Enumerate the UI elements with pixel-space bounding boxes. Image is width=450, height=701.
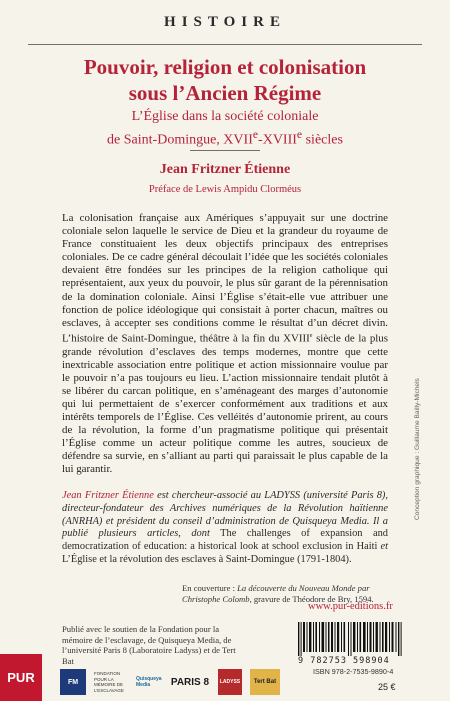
fondation-memoire-logo: FM	[60, 669, 86, 695]
bio-text-1: est chercheur-associé au LADYSS (université Paris 8), directeur-fondateur des Archives numériques de la Révolution haïtienne (ANRHA) et président du conseil d’administration de Quisqueya Media. Il a publié plusieurs articles, dont	[62, 490, 388, 540]
barcode	[298, 622, 402, 656]
quisqueya-media-logo: Quisqueya Media	[136, 676, 162, 688]
bio-author-name: Jean Fritzner Étienne	[62, 490, 154, 501]
support-note: Publié avec le soutien de la Fondation pour la mémoire de l’esclavage, de Quisqueya Media, de l’université Paris 8 (Laboratoire Ladyss) et de Tert Bat	[62, 624, 236, 666]
subtitle-line-2	[0, 126, 450, 150]
series-label: HISTOIRE	[164, 14, 286, 30]
bio-text-3: L’Église et la révolution des esclaves à Saint-Domingue (1791-1804).	[62, 553, 352, 565]
fondation-memoire-text: FONDATION POUR LA MÉMOIRE DE L’ESCLAVAGE	[94, 671, 124, 693]
author-bio	[62, 490, 388, 567]
blurb-text-1: La colonisation française aux Amériques s’appuyait sur une doctrine coloniale selon laquelle le service de Dieu et la grandeur du royaume de France constituaient les deux objectifs principaux des entreprises coloniales. De ce cadre général découlait l’idée que les sociétés coloniales devaient être fondées sur les principes de la religion catholique qui représentaient, aux yeux du pouvoir, le plus sûr garant de la pérennisation de la domination coloniale. Ainsi l’Église s’était-elle vue attribuer une fonction de police idéologique qui consistait à porter chacun, maîtres ou esclaves, à accepter ses conditions comme le résultat d’un décret divin. L’histoire de Saint-Domingue, théâtre à la fin du XVIII	[62, 212, 388, 345]
title-divider	[190, 150, 260, 151]
tert-bat-logo: Tert Bat	[250, 669, 280, 695]
series-header	[0, 0, 450, 44]
subtitle-centuries-2: -XVIII	[258, 132, 297, 148]
design-credit: Conception graphique : Guillaume Bailly-Michels	[414, 378, 421, 520]
subtitle-sup: e	[252, 128, 259, 141]
header-divider	[28, 44, 422, 45]
back-cover-blurb	[62, 212, 388, 477]
preface-credit: Préface de Lewis Ampidu Clorméus	[148, 184, 302, 195]
pur-logo: PUR	[0, 654, 42, 701]
book-subtitle	[0, 108, 450, 150]
partner-logos	[60, 668, 280, 696]
price: 25 €	[378, 682, 396, 692]
title-line-1: Pouvoir, religion et colonisation	[83, 55, 367, 79]
blurb-sup: e	[309, 332, 313, 339]
subtitle-line-1: L’Église dans la société coloniale	[131, 109, 319, 124]
bio-et: et	[380, 541, 388, 553]
blurb-text-2: siècle de la plus grande révolution d’esclaves des temps modernes, montre que cette inextricable association entre politique et action missionnaire voulue par le pouvoir n’a pas toujours eu lieu. L’action missionnaire tendait plutôt à se libérer du carcan politique, en s’aménageant des marges d’autonomie qui lui permettaient de s’exercer conformément aux traditions et aux intérêts temporels de l’Église. Ces velléités d’autonomie prirent, au cours de la révolution, la forme d’un pragmatisme politique qui présentait l’Église comme un acteur politique comme les autres, soucieux de défendre sa survie, en s’alliant au parti qui paraissait le plus capable de la lui garantir.	[62, 332, 388, 476]
isbn: ISBN 978-2-7535-9890-4	[313, 667, 394, 676]
subtitle-sup-2: e	[296, 128, 303, 141]
barcode-number: 9 782753 598904	[298, 656, 390, 666]
title-line-2: sous l’Ancien Régime	[128, 81, 322, 105]
ladyss-logo: LADYSS	[218, 669, 242, 695]
subtitle-end: siècles	[302, 132, 343, 148]
bio-text-2: The challenges of expansion and democratization of education: a historical look at school exclusion in Haiti	[62, 528, 388, 553]
cover-title: La découverte du Nouveau Monde par Christophe Colomb	[182, 583, 370, 604]
paris8-logo: PARIS 8	[170, 676, 210, 688]
cover-suffix: , gravure de Théodore de Bry, 1594.	[249, 594, 374, 604]
cover-prefix: En couverture :	[182, 583, 238, 593]
subtitle-centuries: de Saint-Domingue, XVII	[107, 132, 253, 148]
publisher-website[interactable]: www.pur-editions.fr	[308, 601, 393, 612]
book-title	[0, 54, 450, 106]
author-name: Jean Fritzner Étienne	[159, 162, 291, 177]
